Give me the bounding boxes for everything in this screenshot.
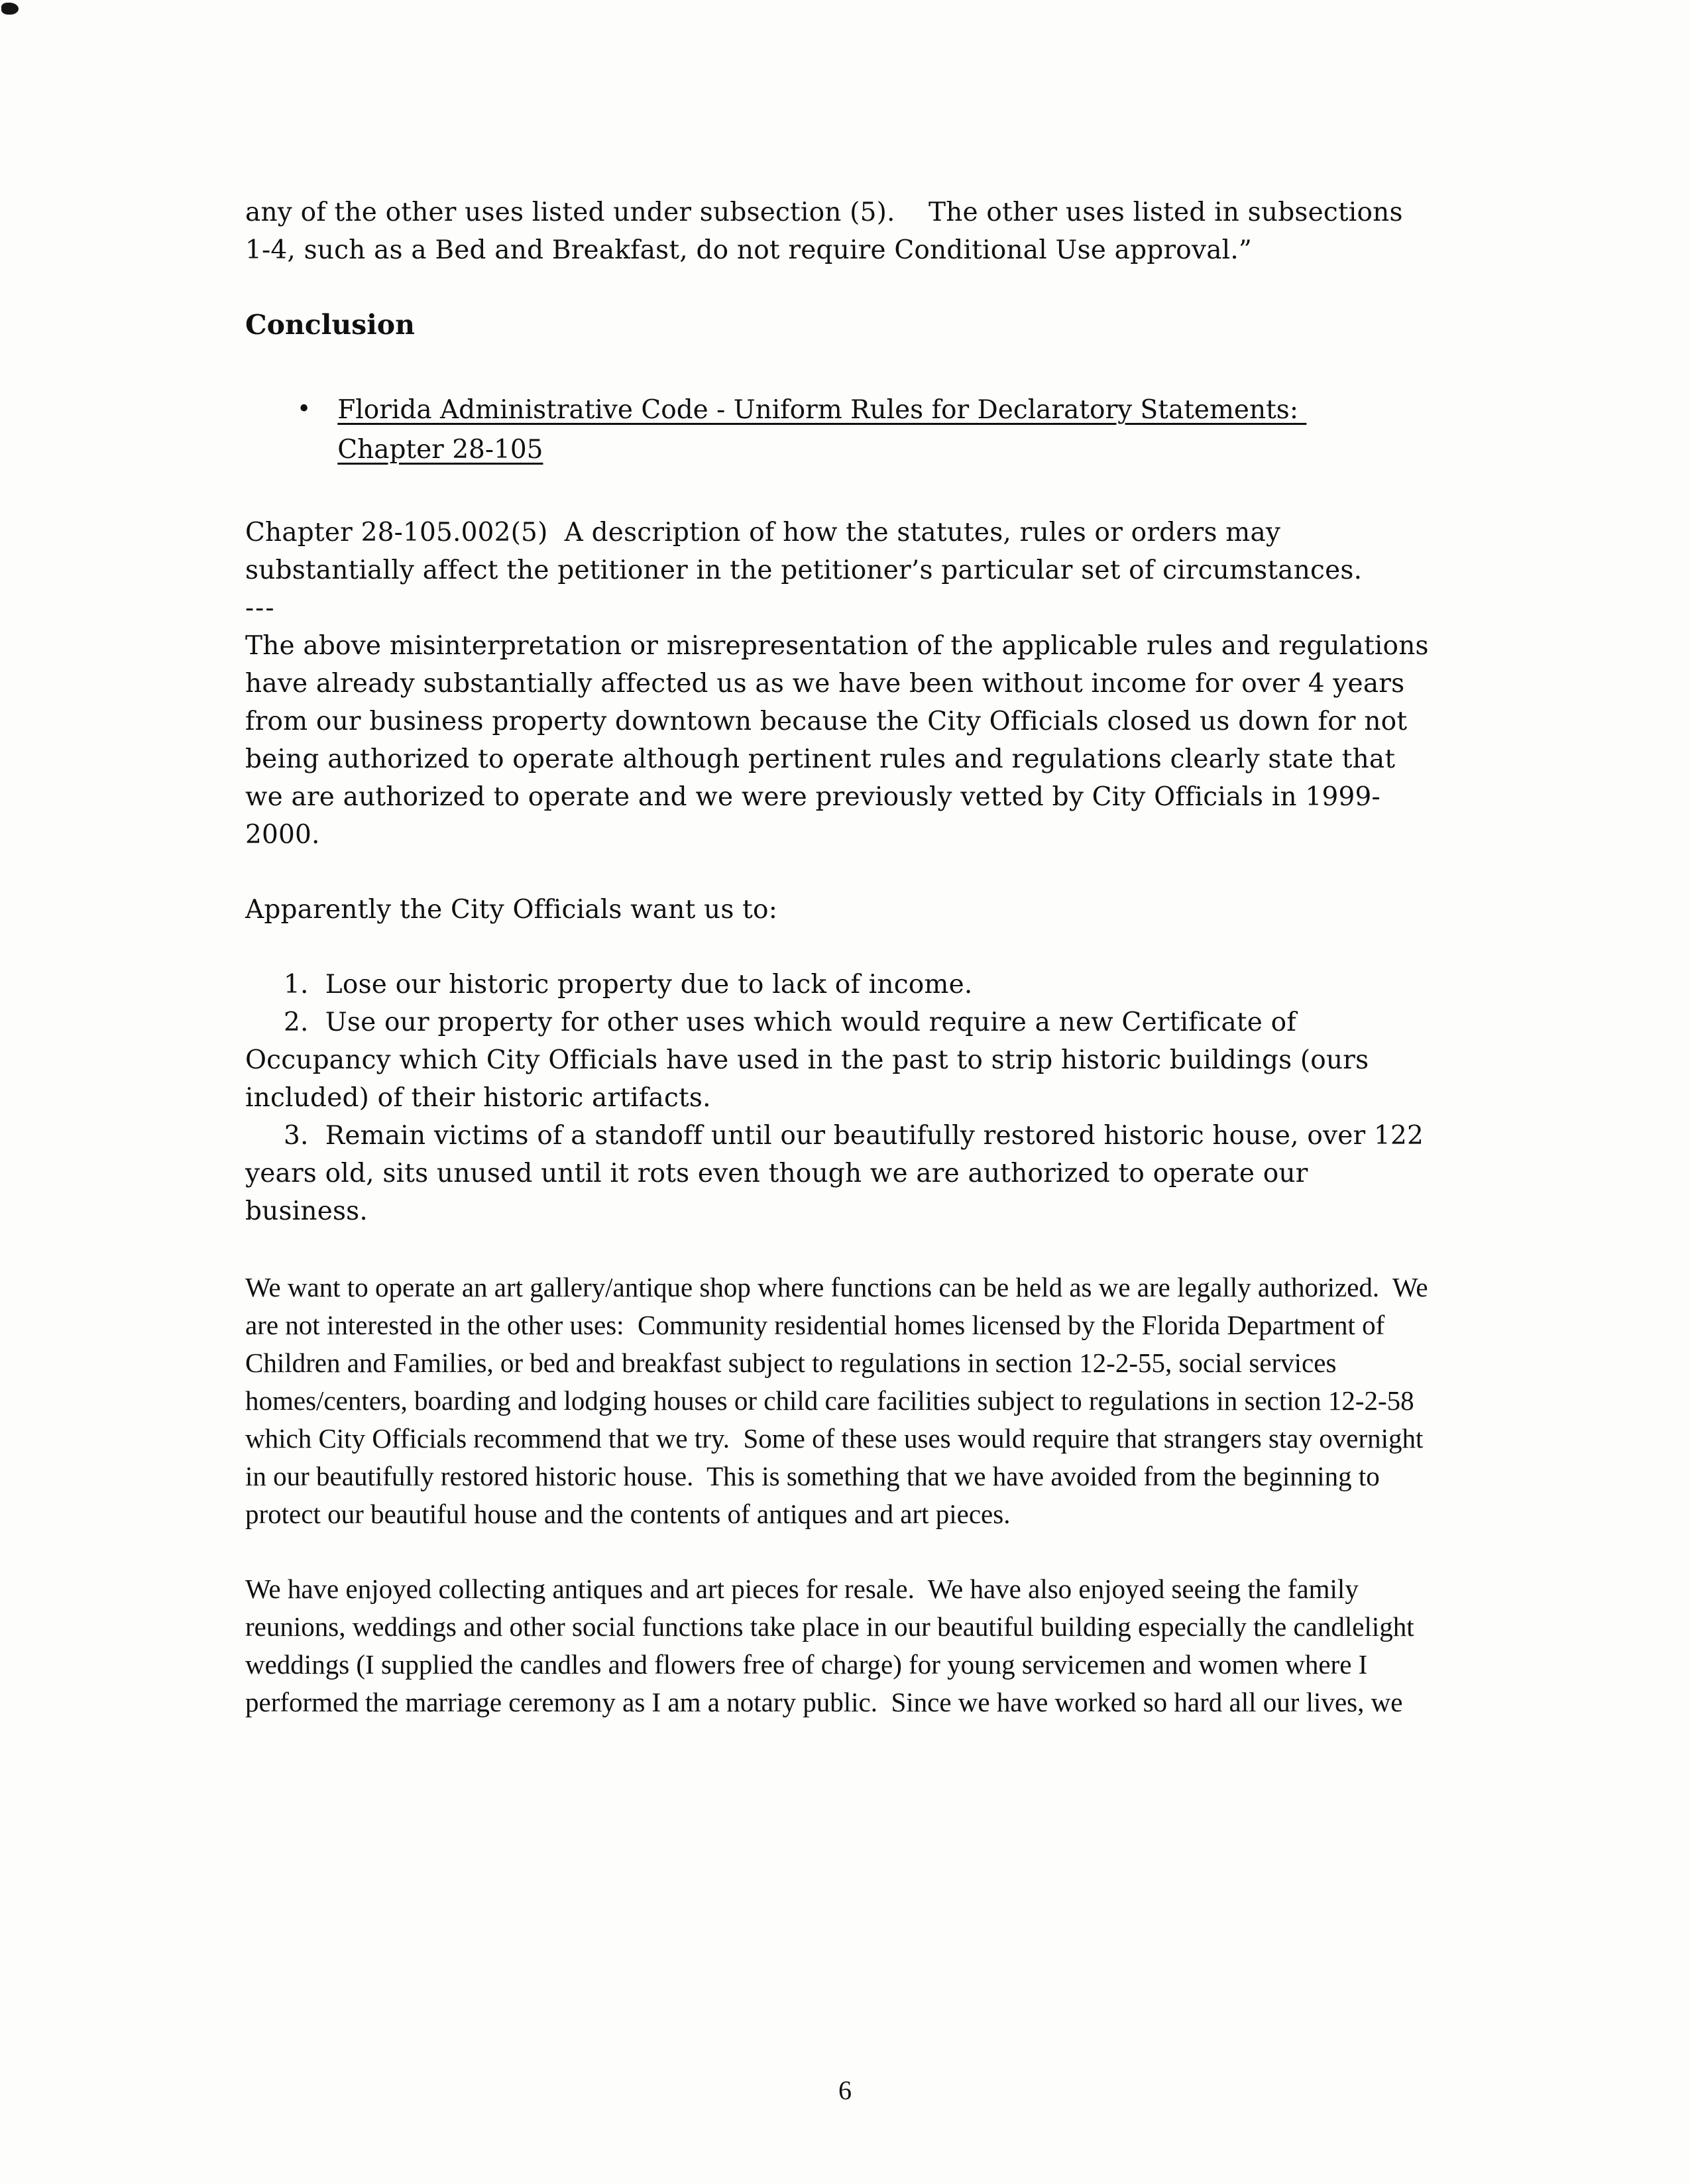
bullet-icon: •: [297, 396, 311, 423]
dash-separator: ---: [245, 593, 276, 623]
document-body: [245, 194, 1435, 1758]
affected-paragraph: The above misinterpretation or misrepresentation of the applicable rules and regulations have already substantially affected us as we have been without income for over 4 years from our business property downtown because the City Officials closed us down for not being authorized to operate although pertinent rules and regulations clearly state that we are authorized to operate and we were previously vetted by City Officials in 1999-2000.: [245, 631, 1437, 850]
list-item-3: 3. Remain victims of a standoff until our beautifully restored historic house, over 122 years old, sits unused until it rots even though we are authorized to operate our business.: [245, 1121, 1432, 1226]
citation-reference-text: Florida Administrative Code - Uniform Rules for Declaratory Statements: Chapter 28-105: [337, 395, 1307, 465]
page-number: 6: [838, 2075, 852, 2105]
scan-artifact-mark: [1, 3, 19, 15]
conclusion-heading: Conclusion: [245, 309, 415, 341]
citation-bullet-item: [297, 390, 1435, 470]
chapter-description-paragraph: Chapter 28-105.002(5) A description of how the statutes, rules or orders may substantially affect the petitioner in the petitioner’s particular set of circumstances.: [245, 518, 1363, 585]
opening-paragraph: any of the other uses listed under subsection (5). The other uses listed in subsections 1-4, such as a Bed and Breakfast, do not require Conditional Use approval.”: [245, 198, 1412, 265]
list-item-2: 2. Use our property for other uses which would require a new Certificate of Occupancy which City Officials have used in the past to strip historic buildings (ours included) of their historic artifacts.: [245, 1007, 1377, 1113]
enjoyed-paragraph: We have enjoyed collecting antiques and art pieces for resale. We have also enjoyed seeing the family reunions, weddings and other social functions take place in our beautiful building especially the candlelight weddings (I supplied the candles and flowers free of charge) for young servicemen and women where I performed the marriage ceremony as I am a notary public. Since we have worked so hard all our lives, we: [245, 1574, 1421, 1717]
numbered-list: [245, 966, 1435, 1230]
list-item-1: 1. Lose our historic property due to lack of income.: [284, 970, 973, 1000]
apparently-line: Apparently the City Officials want us to:: [245, 895, 778, 925]
gallery-paragraph: We want to operate an art gallery/antique shop where functions can be held as we are legally authorized. We are not interested in the other uses: Community residential homes licensed by the Florida Department of Children and Families, or bed and breakfast subject to regulations in section 12-2-55, social services homes/centers, boarding and lodging houses or child care facilities subject to regulations in section 12-2-58 which City Officials recommend that we try. Some of these uses would require that strangers stay overnight in our beautifully restored historic house. This is something that we have avoided from the beginning to protect our beautiful house and the contents of antiques and art pieces.: [245, 1272, 1435, 1529]
